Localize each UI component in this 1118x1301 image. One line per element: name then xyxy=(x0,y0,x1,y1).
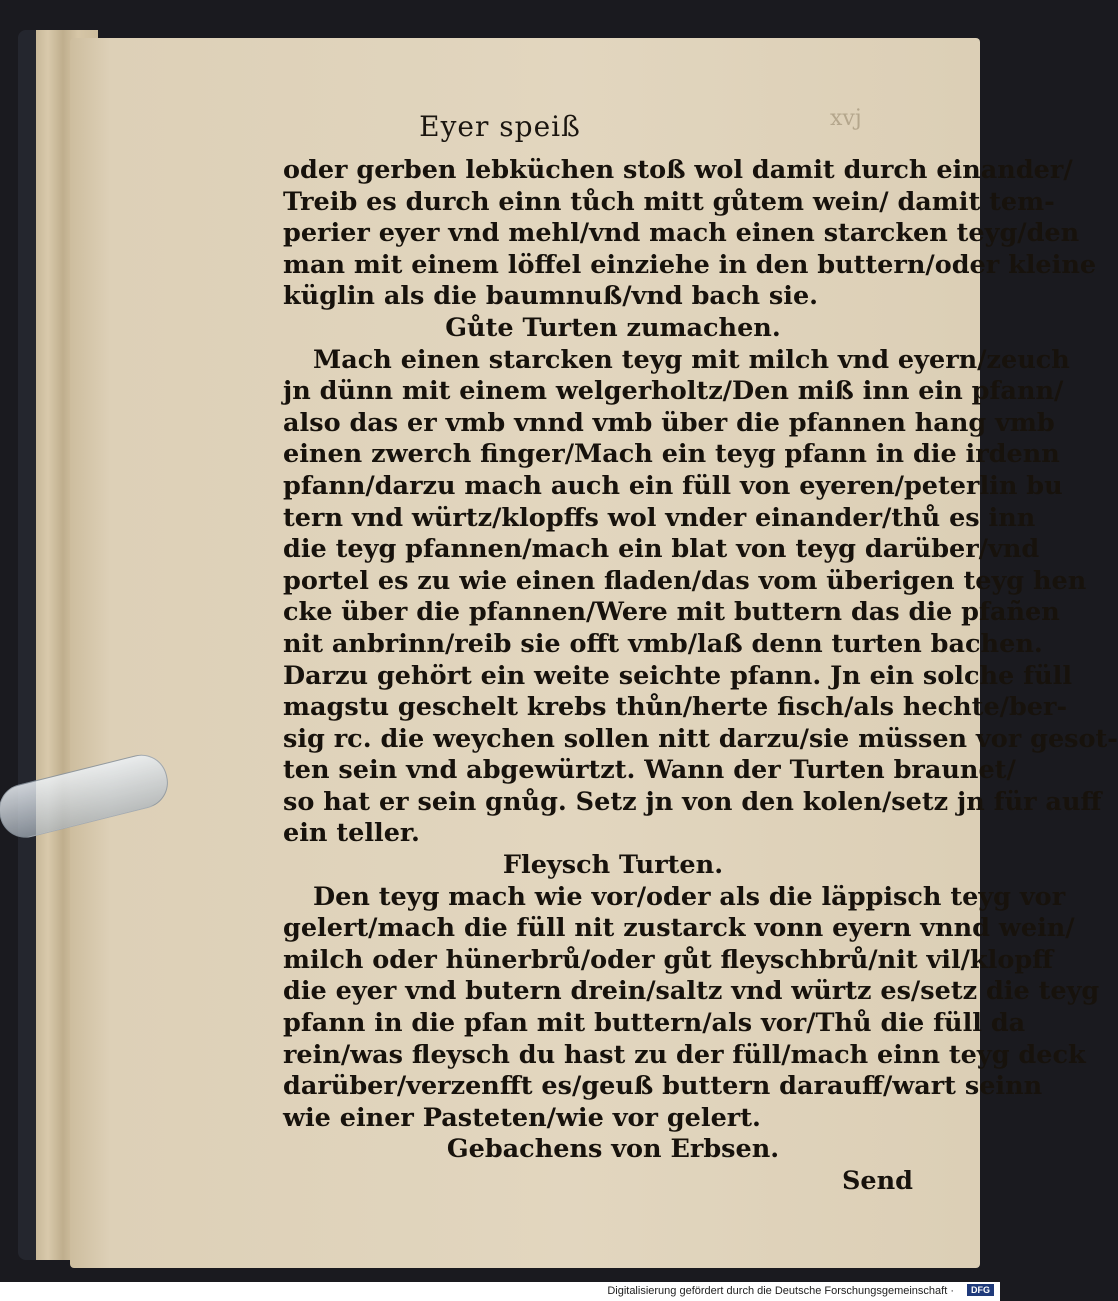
text-line: perier eyer vnd mehl/vnd mach einen starcken teyg/den xyxy=(283,218,1080,249)
text-line: ein teller. xyxy=(283,818,420,849)
footer-bar xyxy=(0,1282,1000,1301)
text-line: darüber/verzenfft es/geuß buttern darauff/wart seinn xyxy=(283,1071,1043,1102)
text-line: sig rc. die weychen sollen nitt darzu/sie müssen vor gesot- xyxy=(283,723,1118,754)
text-line: so hat er sein gnůg. Setz jn von den kolen/setz jn für auff xyxy=(283,786,1102,817)
text-line: Den teyg mach wie vor/oder als die läppisch teyg vor xyxy=(313,881,1066,912)
text-line: cke über die pfannen/Were mit buttern das die pfañen xyxy=(283,597,1060,628)
section-heading: Gebachens von Erbsen. xyxy=(446,1134,780,1165)
section-heading: Fleysch Turten. xyxy=(502,850,724,881)
text-line: pfann in die pfan mit buttern/als vor/Thů die füll da xyxy=(283,1008,1026,1039)
text-line: pfann/darzu mach auch ein füll von eyeren/peterlin bu xyxy=(283,470,1063,501)
text-line: tern vnd würtz/klopffs wol vnder einander/thů es inn xyxy=(283,502,1036,533)
text-line: Mach einen starcken teyg mit milch vnd eyern/zeuch xyxy=(313,344,1070,375)
text-line: magstu geschelt krebs thůn/herte fisch/als hechte/ber- xyxy=(283,692,1068,723)
text-line: ten sein vnd abgewürtzt. Wann der Turten braunet/ xyxy=(283,755,1016,786)
text-line: also das er vmb vnnd vmb über die pfannen hang vmb xyxy=(283,407,1055,438)
text-line: Darzu gehört ein weite seichte pfann. Jn ein solche füll xyxy=(283,660,1073,691)
text-line: nit anbrinn/reib sie offt vmb/laß denn turten bachen. xyxy=(283,628,1043,659)
text-line: jn dünn mit einem welgerholtz/Den miß inn ein pfann/ xyxy=(283,376,1064,407)
section-heading: Gůte Turten zumachen. xyxy=(445,312,781,343)
text-line: einen zwerch finger/Mach ein teyg pfann in die irdenn xyxy=(283,439,1060,470)
running-head: Eyer speiß xyxy=(419,110,581,143)
text-line: Treib es durch einn tůch mitt gůtem wein/ damit tem- xyxy=(283,186,1055,217)
text-line: küglin als die baumnuß/vnd bach sie. xyxy=(283,281,819,312)
dfg-logo: DFG xyxy=(967,1284,994,1296)
text-line: man mit einem löffel einziehe in den buttern/oder kleine xyxy=(283,249,1097,280)
text-line: portel es zu wie einen fladen/das vom überigen teyg hen xyxy=(283,565,1087,596)
text-line: gelert/mach die füll nit zustarck vonn eyern vnnd wein/ xyxy=(283,913,1075,944)
text-line: rein/was fleysch du hast zu der füll/mach einn teyg deck xyxy=(283,1039,1086,1070)
folio-number: xvj xyxy=(830,106,862,131)
text-line: die eyer vnd butern drein/saltz vnd würtz es/setz die teyg xyxy=(283,976,1100,1007)
funding-credit: Digitalisierung gefördert durch die Deutsche Forschungsgemeinschaft · xyxy=(607,1285,954,1297)
catchword: Send xyxy=(841,1166,913,1196)
text-line: oder gerben lebküchen stoß wol damit durch einander/ xyxy=(283,155,1073,185)
page-text xyxy=(283,155,1118,1198)
text-line: die teyg pfannen/mach ein blat von teyg darüber/vnd xyxy=(283,534,1040,565)
text-line: milch oder hünerbrů/oder gůt fleyschbrů/nit vil/klopff xyxy=(283,944,1054,975)
text-line: wie einer Pasteten/wie vor gelert. xyxy=(283,1102,761,1133)
